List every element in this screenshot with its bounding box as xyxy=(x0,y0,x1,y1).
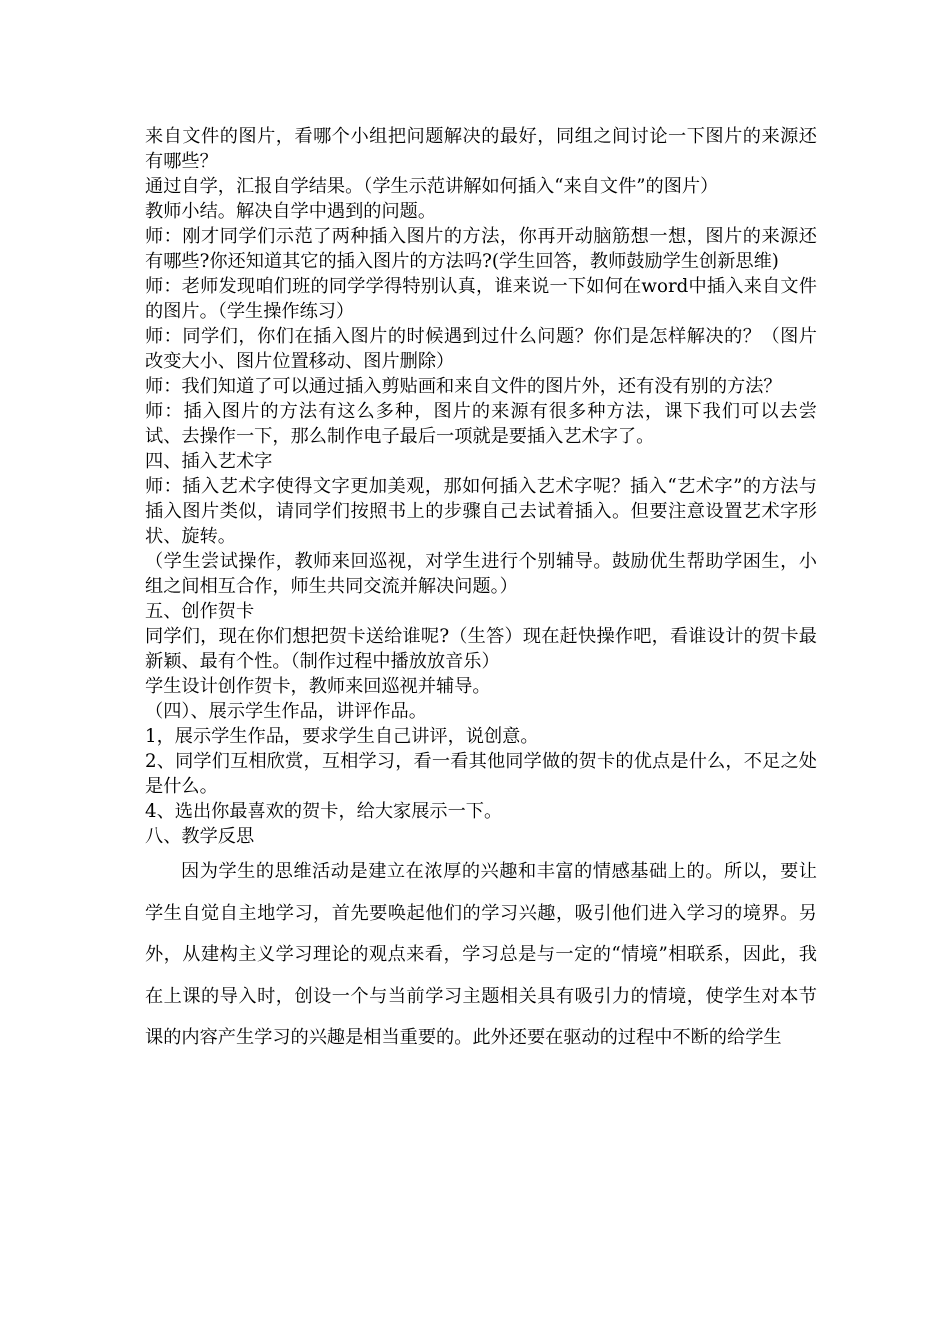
paragraph-3: 教师小结。解决自学中遇到的问题。 xyxy=(145,201,437,222)
list-item-2: 2、同学们互相欣赏，互相学习，看一看其他同学做的贺卡的优点是什么，不足之处是什么。 xyxy=(145,751,817,797)
list-item-4: 4、选出你最喜欢的贺卡，给大家展示一下。 xyxy=(145,801,503,822)
paragraph-5: 师：老师发现咱们班的同学学得特别认真，谁来说一下如何在word中插入来自文件的图片。（学生操作练习） xyxy=(145,276,817,322)
paragraph-7: 师：我们知道了可以通过插入剪贴画和来自文件的图片外，还有没有别的方法？ xyxy=(145,376,782,397)
paragraph-2: 通过自学，汇报自学结果。（学生示范讲解如何插入“来自文件”的图片） xyxy=(145,176,719,197)
section-heading-wordart: 四、插入艺术字 xyxy=(145,451,273,472)
section-heading-reflection: 八、教学反思 xyxy=(145,826,255,847)
paragraph-11: 同学们，现在你们想把贺卡送给谁呢?（生答）现在赶快操作吧，看谁设计的贺卡最新颖、最有个性。（制作过程中播放放音乐） xyxy=(145,626,817,672)
list-item-1: 1，展示学生作品，要求学生自己讲评，说创意。 xyxy=(145,726,539,747)
paragraph-8: 师：插入图片的方法有这么多种，图片的来源有很多种方法，课下我们可以去尝试、去操作一下，那么制作电子最后一项就是要插入艺术字了。 xyxy=(145,401,817,447)
section-heading-show-works: （四）、展示学生作品，讲评作品。 xyxy=(145,701,427,722)
paragraph-6: 师：同学们，你们在插入图片的时候遇到过什么问题？你们是怎样解决的？（图片改变大小、图片位置移动、图片删除） xyxy=(145,326,817,372)
paragraph-9: 师：插入艺术字使得文字更加美观，那如何插入艺术字呢？插入“艺术字”的方法与插入图片类似，请同学们按照书上的步骤自己去试着插入。但要注意设置艺术字形状、旋转。 xyxy=(145,476,817,547)
paragraph-1: 来自文件的图片，看哪个小组把问题解决的最好，同组之间讨论一下图片的来源还有哪些？ xyxy=(145,126,817,172)
paragraph-12: 学生设计创作贺卡，教师来回巡视并辅导。 xyxy=(145,676,491,697)
paragraph-4: 师：刚才同学们示范了两种插入图片的方法，你再开动脑筋想一想，图片的来源还有哪些?你还知道其它的插入图片的方法吗?(学生回答，教师鼓励学生创新思维) xyxy=(145,226,817,272)
reflection-paragraph: 因为学生的思维活动是建立在浓厚的兴趣和丰富的情感基础上的。所以，要让学生自觉自主地学习，首先要唤起他们的学习兴趣，吸引他们进入学习的境界。另外，从建构主义学习理论的观点来看，学习总是与一定的“情境”相联系，因此，我在上课的导入时，创设一个与当前学习主题相关具有吸引力的情境，使学生对本节课的内容产生学习的兴趣是相当重要的。此外还要在驱动的过程中不断的给学生 xyxy=(145,861,817,1048)
document-body xyxy=(145,124,817,1077)
paragraph-10: （学生尝试操作，教师来回巡视，对学生进行个别辅导。鼓励优生帮助学困生，小组之间相互合作，师生共同交流并解决问题。） xyxy=(145,551,817,597)
section-heading-greeting-card: 五、创作贺卡 xyxy=(145,601,255,622)
